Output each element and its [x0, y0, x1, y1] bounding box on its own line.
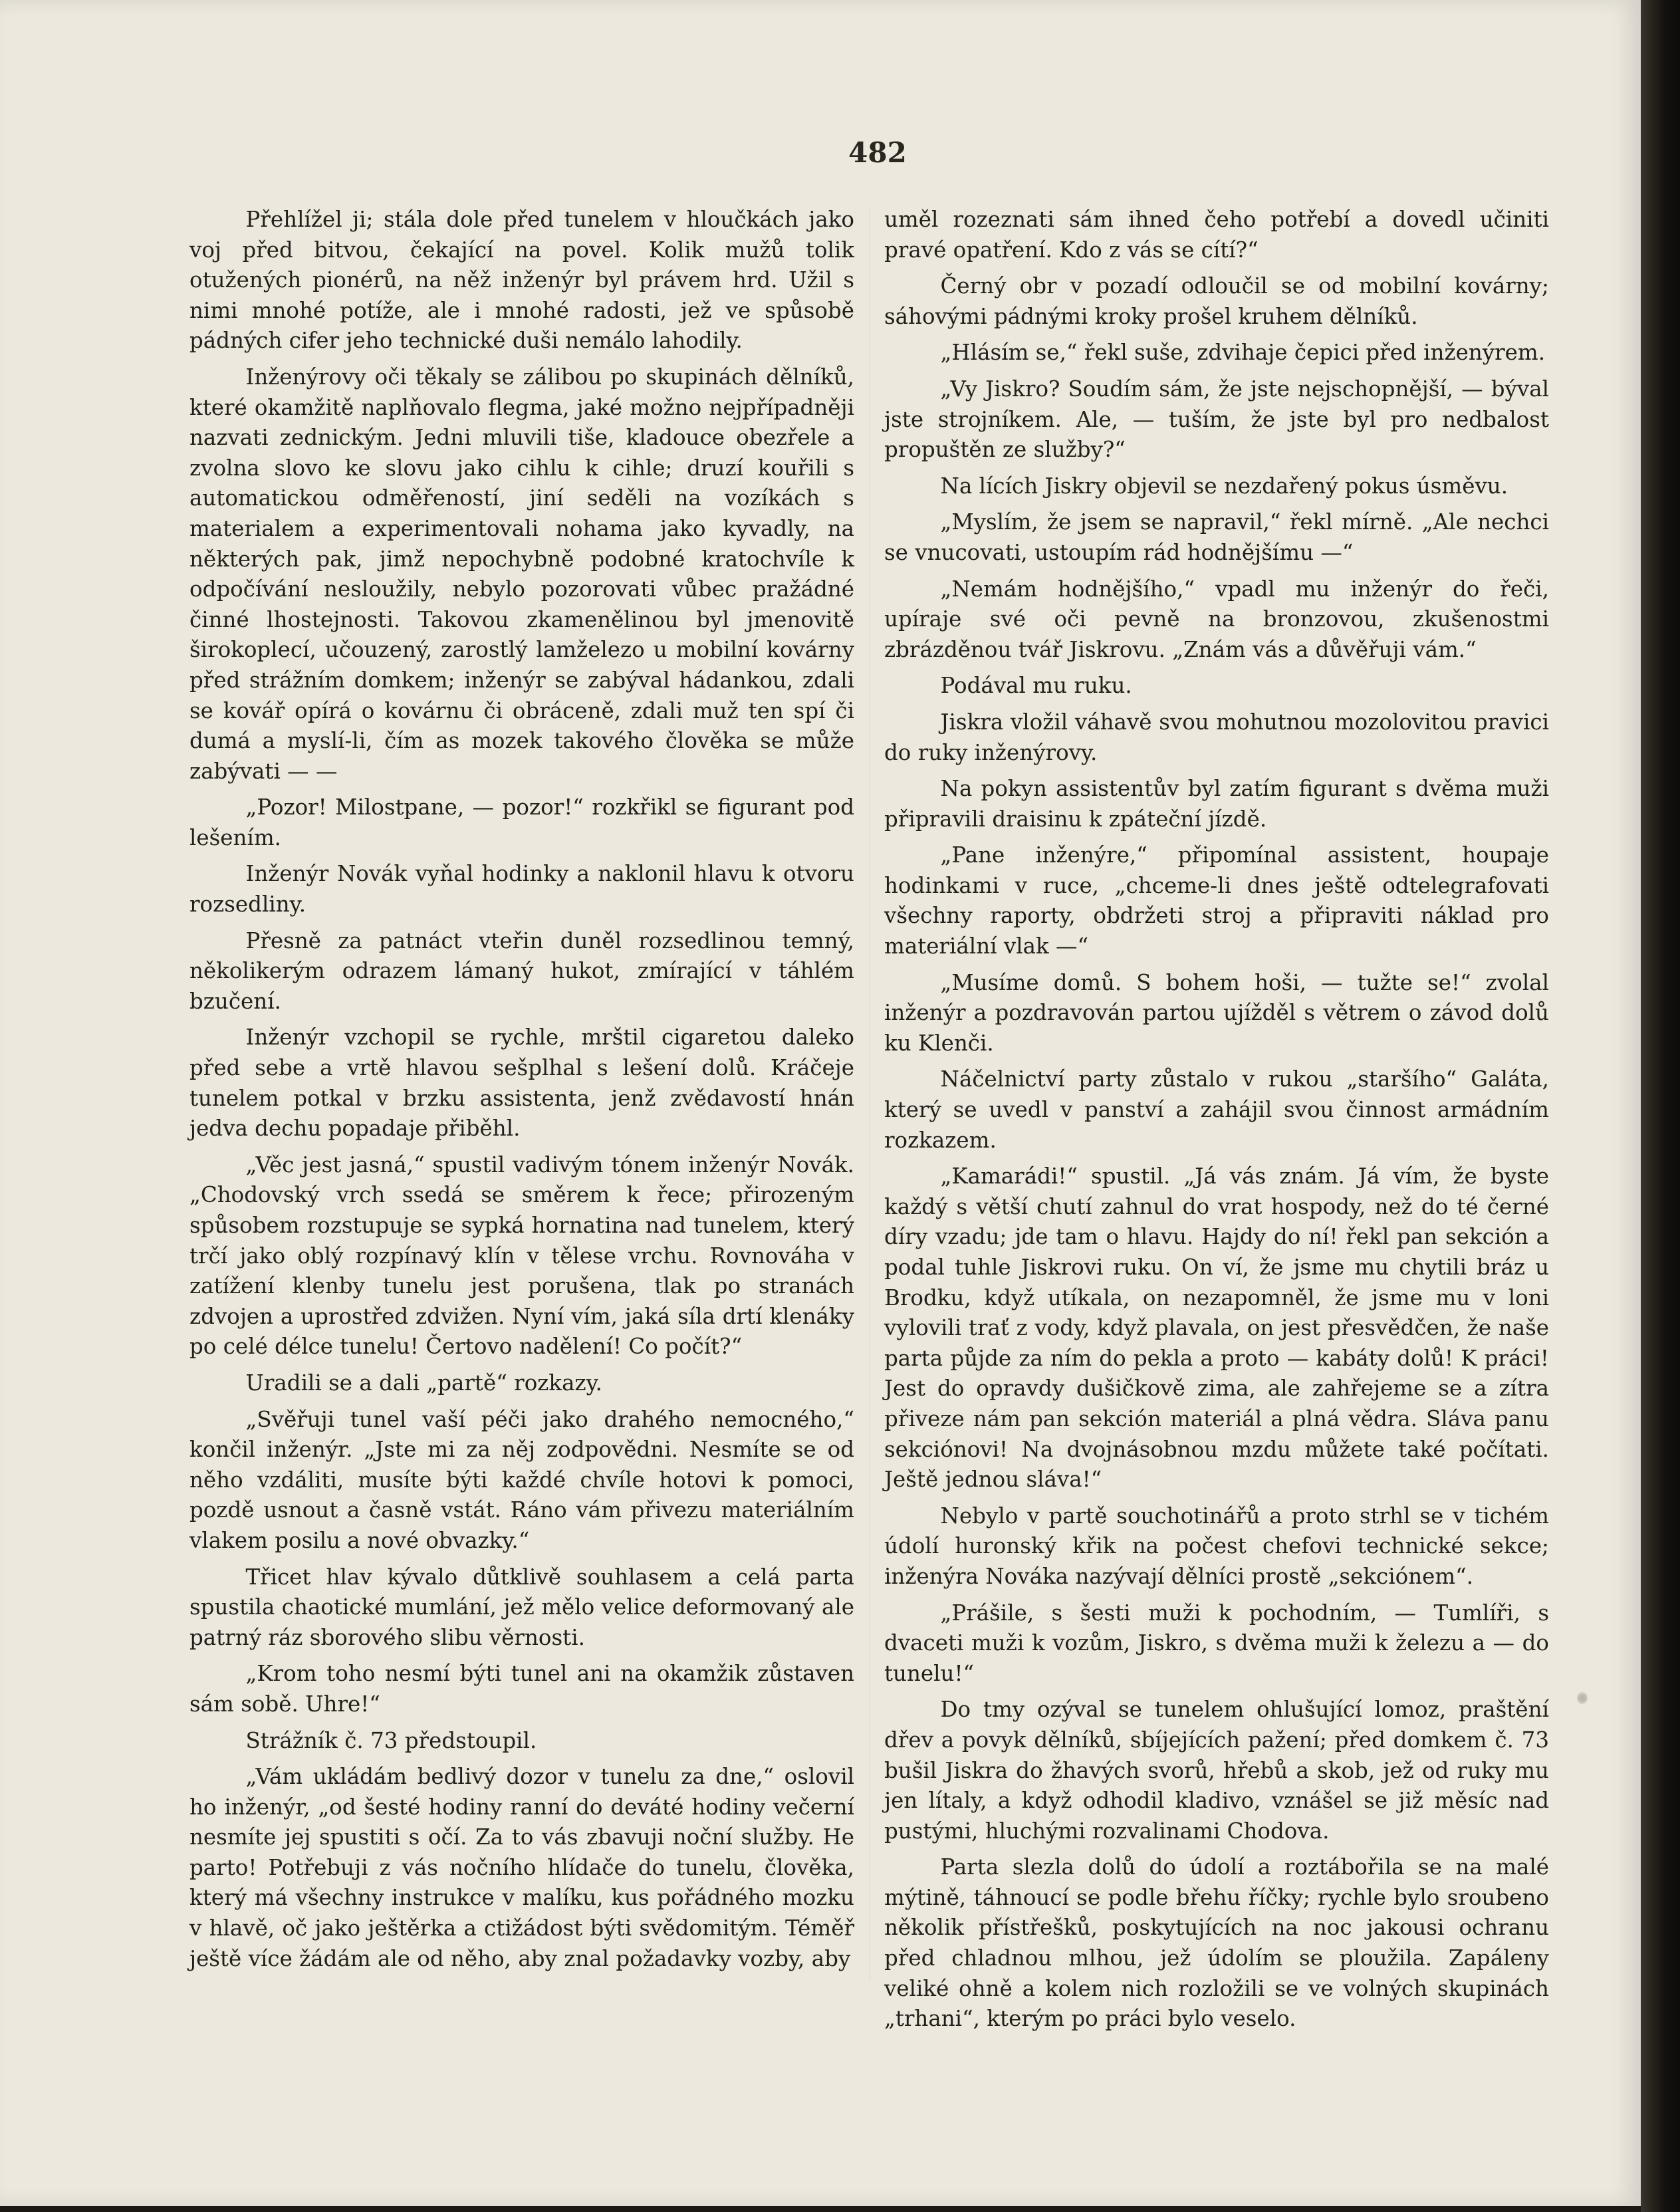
- paragraph: „Myslím, že jsem se napravil,“ řekl mírně. „Ale nechci se vnucovati, ustoupím rád hodnějšímu —“: [884, 509, 1549, 565]
- paragraph: Na lících Jiskry objevil se nezdařený pokus úsměvu.: [940, 473, 1508, 499]
- page-number: 482: [848, 136, 907, 169]
- book-spine-edge: [1641, 0, 1680, 2212]
- paragraph: Inženýrovy oči těkaly se zálibou po skupinách dělníků, které okamžitě naplňovalo flegma, jaké možno nejpřípadněji nazvati zednickým. Jedni mluvili tiše, kladouce obezřele a zvolna slovo ke slovu jako cihlu k cihle; druzí kouřili s automatickou odměřeností, jiní seděli na vozíkách s materialem a experimentovali nohama jako kyvadly, na některých pak, jimž nepochybně podobné kratochvíle k odpočívání nesloužily, nebylo pozorovati vůbec pražádné činné lhostejnosti. Takovou zkamenělinou byl jmenovitě širokoplecí, učouzený, zarostlý lamželezo u mobilní kovárny před strážním domkem; inženýr se zabýval hádankou, zdali se kovář opírá o kovárnu či obráceně, zdali muž ten spí či dumá a myslí-li, čím as mozek takového člověka se může zabývati — —: [189, 364, 854, 784]
- paragraph-continued: uměl rozeznati sám ihned čeho potřebí a dovedl učiniti pravé opatření. Kdo z vás se cítí?“: [884, 207, 1549, 263]
- paragraph: Inženýr Novák vyňal hodinky a naklonil hlavu k otvoru rozsedliny.: [189, 861, 854, 918]
- paragraph: Parta slezla dolů do údolí a roztábořila se na malé mýtině, táhnoucí se podle břehu říčky; rychle bylo sroubeno několik přístřešků, poskytujících na noc jakousi ochranu před chladnou mlhou, jež údolím se ploužila. Zapáleny veliké ohně a kolem nich rozložili se ve volných skupinách „trhani“, kterým po práci bylo veselo.: [884, 1854, 1549, 2032]
- paragraph: Přesně za patnáct vteřin duněl rozsedlinou temný, několikerým odrazem lámaný hukot, zmírající v táhlém bzučení.: [189, 927, 854, 1014]
- paragraph: Podával mu ruku.: [940, 673, 1132, 699]
- paragraph: „Svěřuji tunel vaší péči jako drahého nemocného,“ končil inženýr. „Jste mi za něj zodpovědni. Nesmíte se od něho vzdáliti, musíte býti každé chvíle hotovi k pomoci, pozdě usnout a časně vstát. Ráno vám přivezu materiálním vlakem posilu a nové obvazky.“: [189, 1406, 854, 1553]
- paragraph: Náčelnictví party zůstalo v rukou „staršího“ Galáta, který se uvedl v panství a zahájil svou činnost armádním rozkazem.: [884, 1066, 1549, 1153]
- paragraph: Uradili se a dali „partě“ rozkazy.: [245, 1370, 602, 1396]
- right-column: [884, 205, 1549, 2040]
- paragraph: „Věc jest jasná,“ spustil vadivým tónem inženýr Novák. „Chodovský vrch ssedá se směrem k řece; přirozeným spůsobem rozstupuje se sypká hornatina nad tunelem, který trčí jako oblý rozpínavý klín v tělese vrchu. Rovnováha v zatížení klenby tunelu jest porušena, tlak po stranách zdvojen a uprostřed zdvižen. Nyní vím, jaká síla drtí klenáky po celé délce tunelu! Čertovo nadělení! Co počít?“: [189, 1152, 854, 1360]
- left-column: [189, 205, 854, 1980]
- paragraph: „Pane inženýre,“ připomínal assistent, houpaje hodinkami v ruce, „chceme-li dnes ještě odtelegrafovati všechny raporty, obdržeti stroj a připraviti náklad pro materiální vlak —“: [884, 842, 1549, 959]
- paragraph: „Prášile, s šesti muži k pochodním, — Tumlíři, s dvaceti muži k vozům, Jiskro, s dvěma muži k železu a — do tunelu!“: [884, 1600, 1549, 1686]
- paragraph: „Nemám hodnějšího,“ vpadl mu inženýr do řeči, upíraje své oči pevně na bronzovou, zkušenostmi zbrázděnou tvář Jiskrovu. „Znám vás a důvěřuji vám.“: [884, 576, 1549, 662]
- paragraph: Strážník č. 73 předstoupil.: [245, 1727, 537, 1753]
- paragraph: Na pokyn assistentův byl zatím figurant s dvěma muži připravili draisinu k zpáteční jízdě.: [884, 776, 1549, 832]
- paragraph: „Musíme domů. S bohem hoši, — tužte se!“ zvolal inženýr a pozdravován partou ujížděl s větrem o závod dolů ku Klenči.: [884, 969, 1549, 1056]
- paragraph: Třicet hlav kývalo důtklivě souhlasem a celá parta spustila chaotické mumlání, jež mělo velice deformovaný ale patrný ráz sborového slibu věrnosti.: [189, 1564, 854, 1650]
- paragraph: Do tmy ozýval se tunelem ohlušující lomoz, praštění dřev a povyk dělníků, sbíjejících pažení; před domkem č. 73 bušil Jiskra do žhavých svorů, hřebů a skob, jež od ruky mu jen lítaly, a když odhodil kladivo, vznášel se již měsíc nad pustými, hluchými rozvalinami Chodova.: [884, 1697, 1549, 1844]
- paragraph: Jiskra vložil váhavě svou mohutnou mozolovitou pravici do ruky inženýrovy.: [884, 709, 1549, 765]
- paragraph: Přehlížel ji; stála dole před tunelem v hloučkách jako voj před bitvou, čekající na povel. Kolik mužů tolik otužených pionérů, na něž inženýr byl právem hrd. Užil s nimi mnohé potíže, ale i mnohé radosti, jež ve spůsobě pádných cifer jeho technické duši nemálo lahodily.: [189, 207, 854, 354]
- paragraph: Černý obr v pozadí odloučil se od mobilní kovárny; sáhovými pádnými kroky prošel kruhem dělníků.: [884, 273, 1549, 329]
- paragraph: „Vám ukládám bedlivý dozor v tunelu za dne,“ oslovil ho inženýr, „od šesté hodiny ranní do deváté hodiny večerní nesmíte jej spustiti s očí. Za to vás zbavuji noční služby. He parto! Potřebuji z vás nočního hlídače do tunelu, člověka, který má všechny instrukce v malíku, kus pořádného mozku v hlavě, oč jako ještěrka a ctižádost býti svědomitým. Téměř ještě více žádám ale od něho, aby znal požadavky vozby, aby: [189, 1764, 854, 1971]
- paragraph: Inženýr vzchopil se rychle, mrštil cigaretou daleko před sebe a vrtě hlavou sešplhal s lešení dolů. Kráčeje tunelem potkal v brzku assistenta, jenž zvědavostí hnán jedva dechu popadaje přiběhl.: [189, 1025, 854, 1142]
- paragraph: „Hlásím se,“ řekl suše, zdvihaje čepici před inženýrem.: [940, 340, 1546, 366]
- paragraph: „Kamarádi!“ spustil. „Já vás znám. Já vím, že byste každý s větší chutí zahnul do vrat hospody, než do té černé díry vzadu; jde tam o hlavu. Hajdy do ní! řekl pan sekción a podal tuhle Jiskrovi ruku. On ví, že jsme mu chytili bráz u Brodku, když utíkala, on nezapomněl, že jsme mu v loni vylovili trať z vody, když plavala, on jest přesvědčen, že naše parta půjde za ním do pekla a proto — kabáty dolů! K práci! Jest do opravdy dušičkově zima, ale zahřejeme se a zítra přiveze nám pan sekción materiál a plná vědra. Sláva panu sekciónovi! Na dvojnásobnou mzdu můžete také počítati. Ještě jednou sláva!“: [884, 1164, 1549, 1493]
- paragraph: „Krom toho nesmí býti tunel ani na okamžik zůstaven sám sobě. Uhre!“: [189, 1661, 854, 1717]
- paragraph: „Vy Jiskro? Soudím sám, že jste nejschopnější, — býval jste strojníkem. Ale, — tuším, že jste byl pro nedbalost propuštěn ze služby?“: [884, 376, 1549, 463]
- paragraph: „Pozor! Milostpane, — pozor!“ rozkřikl se figurant pod lešením.: [189, 795, 854, 850]
- paper-blemish: [1577, 1692, 1588, 1704]
- paragraph: Nebylo v partě souchotinářů a proto strhl se v tichém údolí huronský křik na počest chefovi technické sekce; inženýra Nováka nazývají dělníci prostě „sekciónem“.: [884, 1503, 1549, 1589]
